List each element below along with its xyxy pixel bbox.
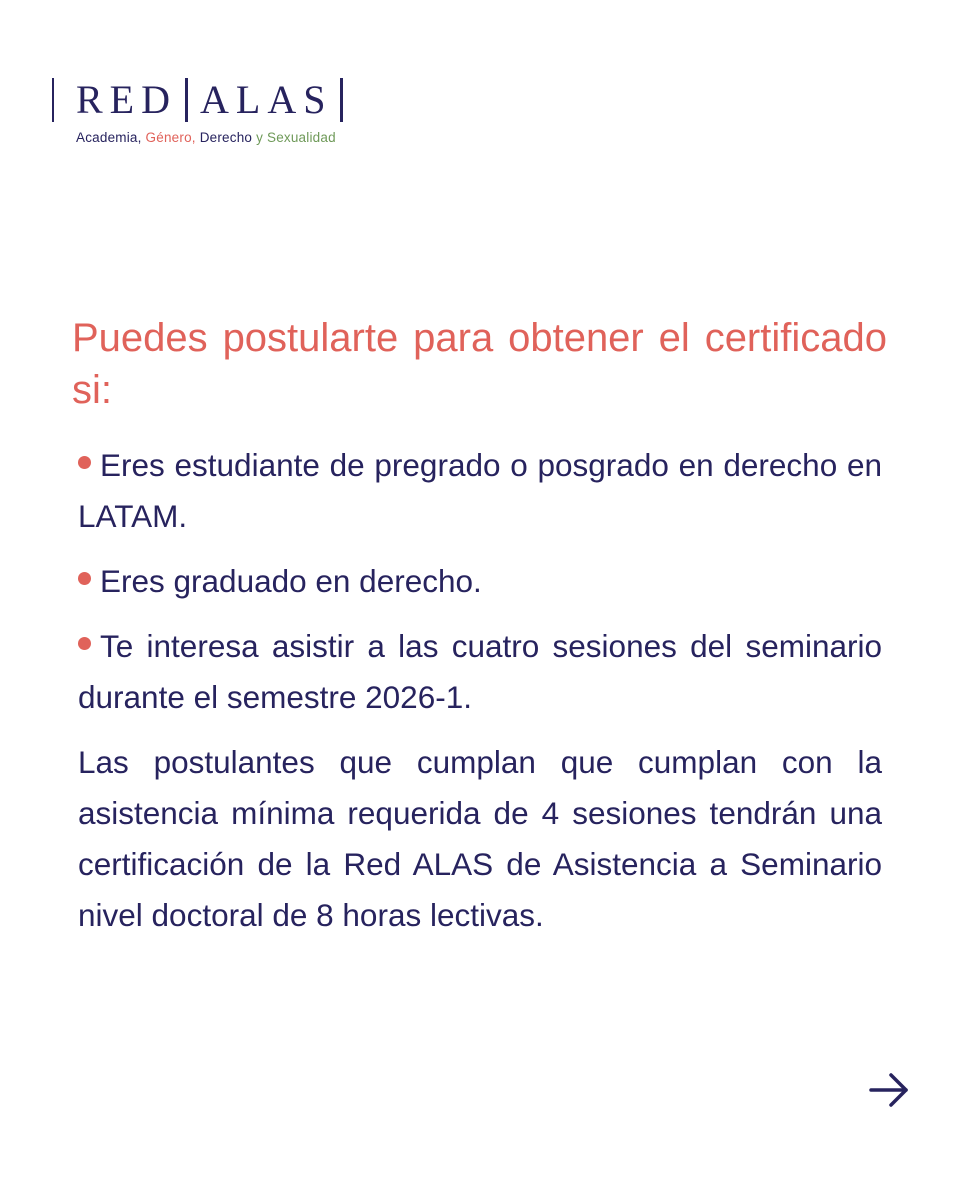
logo-tagline — [76, 130, 343, 145]
page-title: Puedes postularte para obtener el certificado si: — [72, 316, 887, 412]
bullet-icon — [78, 456, 91, 469]
logo-divider-right — [340, 78, 343, 122]
requirement-text: Eres estudiante de pregrado o posgrado en derecho en LATAM. — [78, 447, 882, 534]
certification-note: Las postulantes que cumplan que cumplan con la asistencia mínima requerida de 4 sesiones tendrán una certificación de la Red ALAS de Asistencia a Seminario nivel doctoral de 8 horas lectivas. — [78, 744, 882, 933]
brand-logo — [52, 78, 343, 145]
requirement-text: Te interesa asistir a las cuatro sesiones del seminario durante el semestre 2026-1. — [78, 628, 882, 715]
bullet-icon — [78, 572, 91, 585]
bullet-icon — [78, 637, 91, 650]
tagline-academia: Academia, — [76, 130, 142, 145]
logo-wordmark — [52, 78, 343, 122]
list-item — [78, 621, 882, 723]
tagline-sexualidad: Sexualidad — [266, 130, 336, 145]
requirements-section — [78, 440, 882, 955]
logo-word-alas: ALAS — [200, 77, 333, 122]
logo-divider-left — [52, 78, 54, 122]
tagline-y: y — [256, 130, 264, 145]
list-item — [78, 440, 882, 542]
logo-divider-middle — [185, 78, 188, 122]
logo-word-red: RED — [76, 77, 177, 122]
tagline-genero: Género, — [145, 130, 196, 145]
arrow-right-icon[interactable] — [868, 1070, 912, 1110]
tagline-derecho: Derecho — [199, 130, 253, 145]
list-item — [78, 556, 882, 607]
requirement-text: Eres graduado en derecho. — [100, 563, 482, 599]
